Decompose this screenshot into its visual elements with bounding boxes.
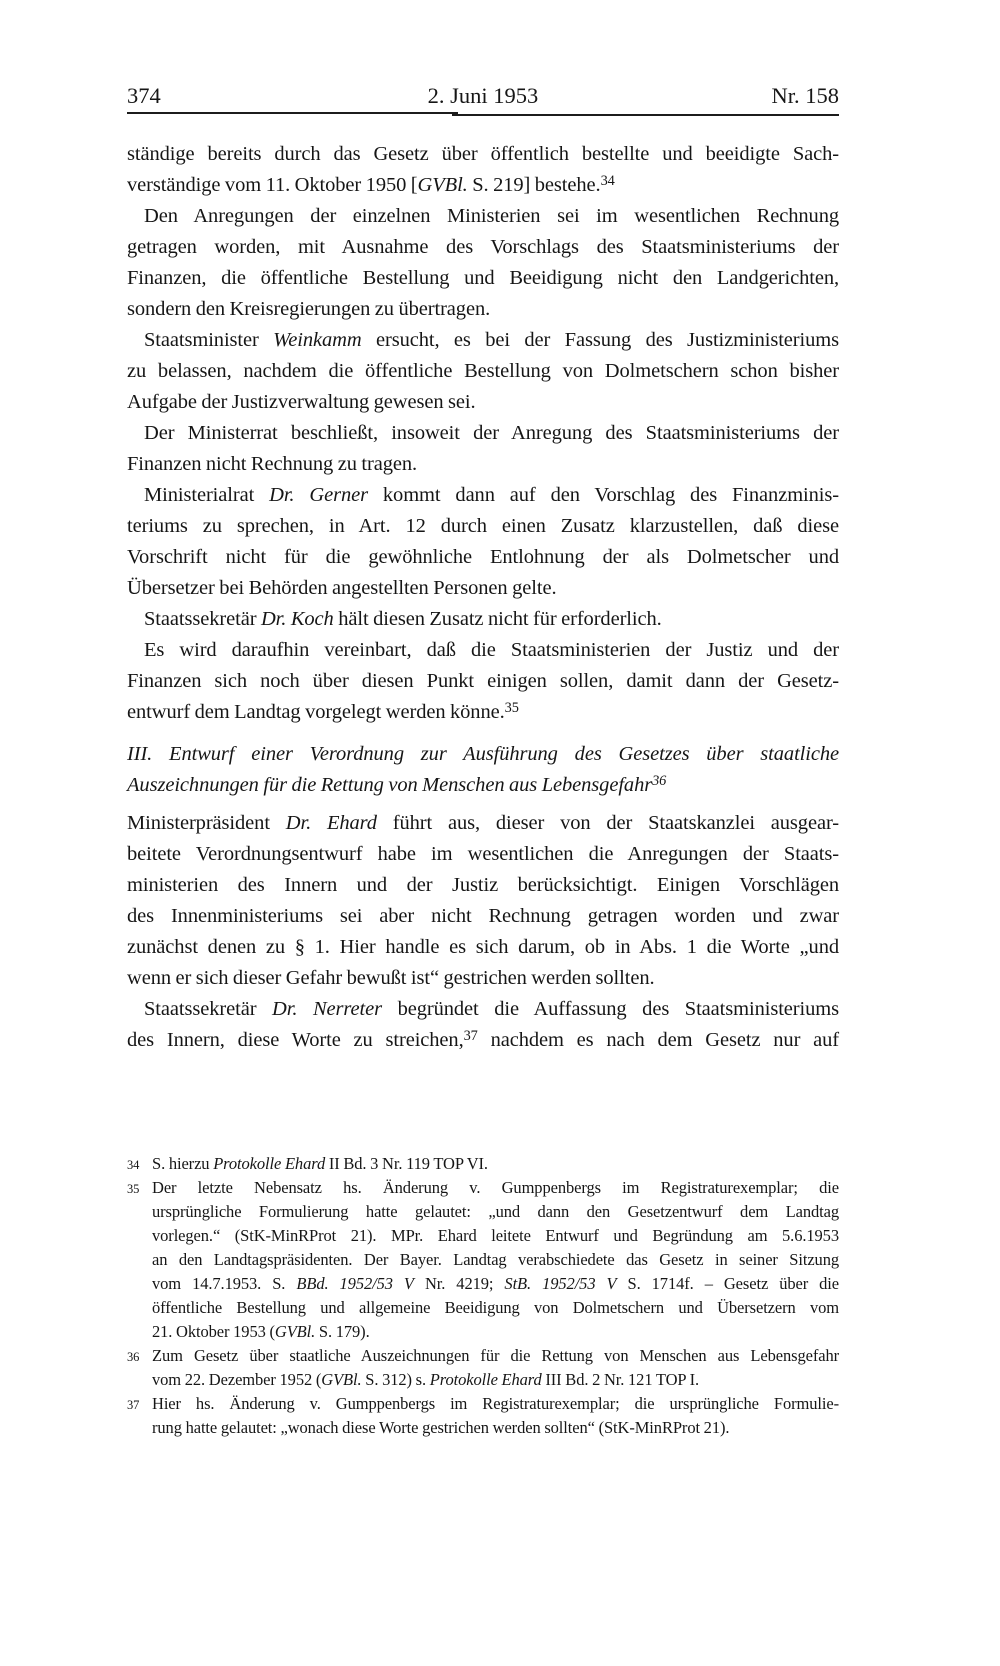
text-run: Dr. Ehard (285, 812, 377, 834)
text-run: Ministerialrat (144, 484, 270, 506)
paragraph (127, 418, 839, 480)
paragraph (127, 604, 839, 635)
footnote-reference: 36 (652, 772, 667, 789)
text-run: rung hatte gelautet: „wonach diese Worte gestrichen werden sollten“ (StK-MinRProt 21). (152, 1418, 730, 1437)
text-line (127, 870, 839, 901)
issue-number: Nr. 158 (771, 83, 839, 108)
text-run: Hier hs. Änderung v. Gumppenbergs im Registraturexemplar; die ursprüngliche Formulie- (152, 1394, 839, 1413)
paragraph (127, 635, 839, 728)
text-line (127, 201, 839, 232)
text-run: S. 312) s. (361, 1370, 430, 1389)
text-line (152, 1344, 839, 1368)
footnotes (127, 1152, 839, 1440)
header-rule-left (127, 112, 458, 114)
text-run: Der letzte Nebensatz hs. Änderung v. Gumppenbergs im Registraturexemplar; die (152, 1178, 839, 1197)
text-run: verständige vom 11. Oktober 1950 [ (127, 174, 418, 196)
text-line (127, 480, 839, 511)
text-line (127, 963, 839, 994)
text-line (127, 697, 839, 728)
text-run: Es wird daraufhin vereinbart, daß die Staatsministerien der Justiz und der (144, 639, 839, 661)
text-run: Weinkamm (273, 329, 362, 351)
text-run: S. 179). (315, 1322, 370, 1341)
text-line (127, 994, 839, 1025)
text-run: ersucht, es bei der Fassung des Justizministeriums (361, 329, 839, 351)
text-line (127, 739, 839, 770)
footnote (127, 1392, 839, 1440)
text-line (127, 1025, 839, 1056)
text-run: beitete Verordnungsentwurf habe im wesentlichen die Anregungen der Staats- (127, 843, 839, 865)
text-line (127, 770, 839, 801)
text-run: Auszeichnungen für die Rettung von Menschen aus Lebensgefahr (127, 774, 653, 796)
paragraph (127, 139, 839, 201)
text-run: Nr. 4219; (413, 1274, 505, 1293)
text-line (127, 387, 839, 418)
text-run: Übersetzer bei Behörden angestellten Personen gelte. (127, 577, 557, 599)
text-line (152, 1368, 839, 1392)
text-run: Protokolle Ehard (213, 1154, 326, 1173)
text-line (127, 635, 839, 666)
header-rule-right (452, 114, 839, 116)
text-line (152, 1296, 839, 1320)
text-run: vom 14.7.1953. S. (152, 1274, 297, 1293)
text-line (127, 542, 839, 573)
text-line (152, 1200, 839, 1224)
paragraph (127, 201, 839, 325)
text-run: GVBl. (274, 1322, 316, 1341)
paragraph (127, 325, 839, 418)
text-run: getragen worden, mit Ausnahme des Vorschlags des Staatsministeriums der (127, 236, 839, 258)
text-line (127, 839, 839, 870)
text-run: begründet die Auffassung des Staatsministeriums (382, 998, 840, 1020)
text-run: Finanzen nicht Rechnung zu tragen. (127, 453, 418, 475)
text-run: Zum Gesetz über staatliche Auszeichnungen für die Rettung von Menschen aus Lebensgefahr (152, 1346, 839, 1365)
text-run: an den Landtagspräsidenten. Der Bayer. Landtag verabschiedete das Gesetz in seiner Sitzung (152, 1250, 839, 1269)
footnote (127, 1152, 839, 1176)
text-run: zu belassen, nachdem die öffentliche Bestellung von Dolmetschern schon bisher (127, 360, 839, 382)
text-run: GVBl. (417, 174, 468, 196)
text-line (127, 573, 839, 604)
text-run: III. Entwurf einer Verordnung zur Ausführung des Gesetzes über staatliche (127, 743, 839, 765)
text-line (127, 901, 839, 932)
text-run: Der Ministerrat beschließt, insoweit der Anregung des Staatsministeriums der (144, 422, 839, 444)
text-line (127, 932, 839, 963)
text-run: Finanzen sich noch über diesen Punkt einigen sollen, damit dann der Gesetz- (127, 670, 839, 692)
text-run: wenn er sich dieser Gefahr bewußt ist“ gestrichen werden sollten. (127, 967, 655, 989)
page-number: 374 (127, 83, 161, 108)
text-run: Staatssekretär (144, 998, 273, 1020)
text-run: ständige bereits durch das Gesetz über öffentlich bestellte und beeidigte Sach- (127, 143, 839, 165)
text-run: Vorschrift nicht für die gewöhnliche Entlohnung der als Dolmetscher und (127, 546, 839, 568)
text-run: vorlegen.“ (StK-MinRProt 21). MPr. Ehard leitete Entwurf und Begründung am 5.6.1953 (152, 1226, 839, 1245)
text-run: Dr. Nerreter (272, 998, 382, 1020)
text-line (127, 356, 839, 387)
text-run: Ministerpräsident (127, 812, 286, 834)
text-line (152, 1248, 839, 1272)
text-line (127, 808, 839, 839)
text-run: des Innern, diese Worte zu streichen, (127, 1029, 464, 1051)
text-line (152, 1320, 839, 1344)
footnote-reference: 35 (504, 699, 519, 716)
text-line (152, 1224, 839, 1248)
text-run: S. hierzu (152, 1154, 214, 1173)
text-run: Finanzen, die öffentliche Bestellung und Beeidigung nicht den Landgerichten, (127, 267, 839, 289)
text-line (152, 1176, 839, 1200)
text-run: Aufgabe der Justizverwaltung gewesen sei. (127, 391, 476, 413)
text-run: ursprüngliche Formulierung hatte gelautet: „und dann den Gesetzentwurf dem Landtag (152, 1202, 839, 1221)
text-run: sondern den Kreisregierungen zu übertragen. (127, 298, 491, 320)
footnote (127, 1344, 839, 1392)
footnote-marker: 35 (127, 1182, 140, 1196)
text-line (127, 232, 839, 263)
text-run: Protokolle Ehard (429, 1370, 542, 1389)
body-text (127, 139, 839, 1056)
text-run: Dr. Koch (260, 608, 334, 630)
footnote-marker: 36 (127, 1350, 140, 1364)
running-header (127, 83, 839, 111)
paragraph (127, 480, 839, 604)
text-line (127, 511, 839, 542)
footnote-marker: 37 (127, 1398, 140, 1412)
text-line (127, 604, 839, 635)
text-run: III Bd. 2 Nr. 121 TOP I. (541, 1370, 700, 1389)
text-run: GVBl. (321, 1370, 362, 1389)
text-run: entwurf dem Landtag vorgelegt werden könne. (127, 701, 505, 723)
text-run: StB. 1952/53 V (504, 1274, 617, 1293)
text-line (152, 1392, 839, 1416)
paragraph (127, 808, 839, 994)
text-run: BBd. 1952/53 V (296, 1274, 414, 1293)
footnote-reference: 34 (600, 172, 615, 189)
text-run: vom 22. Dezember 1952 ( (152, 1370, 322, 1389)
text-run: S. 219] bestehe. (467, 174, 601, 196)
text-line (127, 449, 839, 480)
text-run: teriums zu sprechen, in Art. 12 durch einen Zusatz klarzustellen, daß diese (127, 515, 839, 537)
paragraph (127, 994, 839, 1056)
text-line (127, 325, 839, 356)
text-line (152, 1272, 839, 1296)
text-line (127, 294, 839, 325)
text-run: zunächst denen zu § 1. Hier handle es sich darum, ob in Abs. 1 die Worte „und (127, 936, 839, 958)
text-line (127, 666, 839, 697)
text-run: Staatsminister (144, 329, 274, 351)
text-line (127, 263, 839, 294)
section-heading (127, 739, 839, 801)
text-run: Den Anregungen der einzelnen Ministerien sei im wesentlichen Rechnung (144, 205, 839, 227)
footnote (127, 1176, 839, 1344)
text-line (127, 139, 839, 170)
text-run: S. 1714f. – Gesetz über die (616, 1274, 839, 1293)
text-run: nachdem es nach dem Gesetz nur auf (477, 1029, 839, 1051)
text-line (152, 1416, 839, 1440)
text-run: 21. Oktober 1953 ( (152, 1322, 275, 1341)
text-run: Staatssekretär (144, 608, 261, 630)
text-run: öffentliche Bestellung und allgemeine Beeidigung von Dolmetschern und Übersetzern vom (152, 1298, 839, 1317)
header-date: 2. Juni 1953 (427, 83, 539, 108)
footnote-marker: 34 (127, 1158, 140, 1172)
text-run: ministerien des Innern und der Justiz berücksichtigt. Einigen Vorschlägen (127, 874, 839, 896)
text-run: führt aus, dieser von der Staatskanzlei ausgear- (376, 812, 839, 834)
text-run: Dr. Gerner (269, 484, 368, 506)
text-run: des Innenministeriums sei aber nicht Rechnung getragen worden und zwar (127, 905, 839, 927)
text-run: hält diesen Zusatz nicht für erforderlich. (333, 608, 662, 630)
footnote-reference: 37 (463, 1027, 478, 1044)
text-line (152, 1152, 839, 1176)
text-line (127, 170, 839, 201)
text-run: kommt dann auf den Vorschlag des Finanzminis- (367, 484, 839, 506)
text-run: II Bd. 3 Nr. 119 TOP VI. (325, 1154, 488, 1173)
text-line (127, 418, 839, 449)
